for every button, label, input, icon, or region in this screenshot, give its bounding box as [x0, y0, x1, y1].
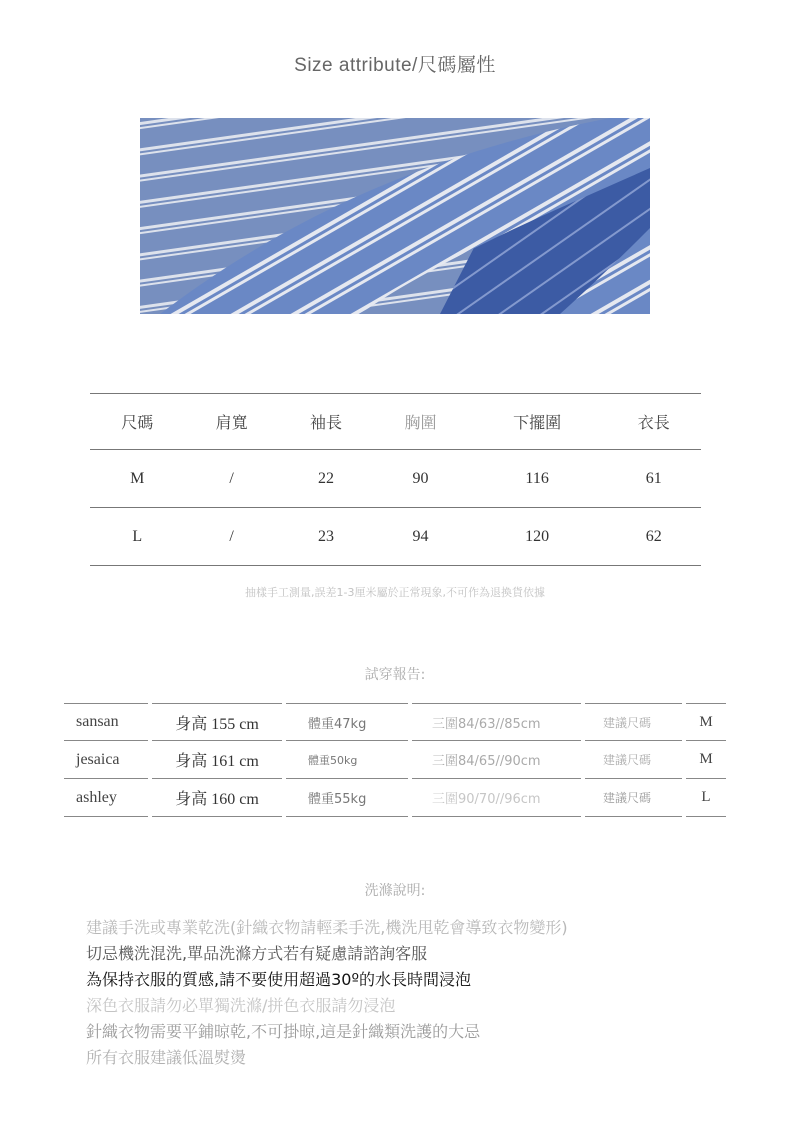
- tryon-size: M: [686, 741, 726, 779]
- care-line: 切忌機洗混洗,單品洗滌方式若有疑慮請諮詢客服: [86, 944, 428, 963]
- header-length: 衣長: [637, 413, 670, 432]
- tryon-rec-label: 建議尺碼: [585, 741, 682, 779]
- cell-length: 61: [645, 469, 662, 487]
- size-table: [90, 393, 701, 566]
- cell-chest: 94: [412, 527, 429, 545]
- tryon-name: sansan: [64, 703, 148, 741]
- fabric-photo: [140, 118, 650, 314]
- tryon-measure: 三圍84/65//90cm: [412, 741, 581, 779]
- tryon-size: M: [686, 703, 726, 741]
- measurement-note: 抽樣手工測量,誤差1-3厘米屬於正常現象,不可作為退換貨依據: [245, 586, 545, 599]
- table-row: [90, 450, 701, 508]
- care-title: 洗滌說明:: [364, 883, 426, 899]
- cell-shoulder: /: [229, 469, 234, 487]
- table-row: [90, 508, 701, 566]
- tryon-row: [64, 703, 726, 741]
- care-line: 建議手洗或專業乾洗(針織衣物請輕柔手洗,機洗甩乾會導致衣物變形): [86, 918, 568, 937]
- cell-length: 62: [645, 527, 662, 545]
- tryon-rec-label: 建議尺碼: [585, 779, 682, 817]
- cell-hem: 120: [525, 527, 550, 545]
- header-shoulder: 肩寬: [215, 413, 248, 432]
- header-size: 尺碼: [121, 413, 154, 432]
- care-line: 針織衣物需要平鋪晾乾,不可掛晾,這是針織類洗護的大忌: [86, 1022, 481, 1041]
- tryon-measure: 三圍84/63//85cm: [412, 703, 581, 741]
- tryon-height: 身高 160 cm: [152, 779, 282, 817]
- cell-chest: 90: [412, 469, 429, 487]
- care-line: 為保持衣服的質感,請不要使用超過30º的水長時間浸泡: [86, 970, 471, 989]
- header-sleeve: 袖長: [310, 413, 343, 432]
- cell-size: L: [132, 527, 143, 545]
- tryon-height: 身高 155 cm: [152, 703, 282, 741]
- tryon-rec-label: 建議尺碼: [585, 703, 682, 741]
- tryon-title: 試穿報告:: [364, 667, 426, 683]
- size-table-header: [90, 394, 701, 450]
- tryon-row: [64, 779, 726, 817]
- tryon-weight: 體重50kg: [286, 741, 408, 779]
- care-instructions: [86, 915, 726, 1071]
- header-hem: 下擺圍: [513, 413, 562, 432]
- care-line: 深色衣服請勿必單獨洗滌/拼色衣服請勿浸泡: [86, 996, 396, 1015]
- tryon-name: jesaica: [64, 741, 148, 779]
- cell-shoulder: /: [229, 527, 234, 545]
- care-line: 所有衣服建議低溫熨燙: [86, 1048, 247, 1067]
- cell-sleeve: 22: [318, 469, 335, 487]
- page-title: Size attribute/尺碼屬性: [294, 55, 496, 76]
- tryon-measure: 三圍90/70//96cm: [412, 779, 581, 817]
- header-chest: 胸圍: [404, 413, 437, 432]
- cell-sleeve: 23: [318, 527, 335, 545]
- tryon-table: [64, 703, 726, 817]
- cell-hem: 116: [525, 469, 549, 487]
- tryon-size: L: [686, 779, 726, 817]
- tryon-weight: 體重55kg: [286, 779, 408, 817]
- cell-size: M: [130, 469, 145, 487]
- tryon-name: ashley: [64, 779, 148, 817]
- tryon-weight: 體重47kg: [286, 703, 408, 741]
- tryon-row: [64, 741, 726, 779]
- tryon-height: 身高 161 cm: [152, 741, 282, 779]
